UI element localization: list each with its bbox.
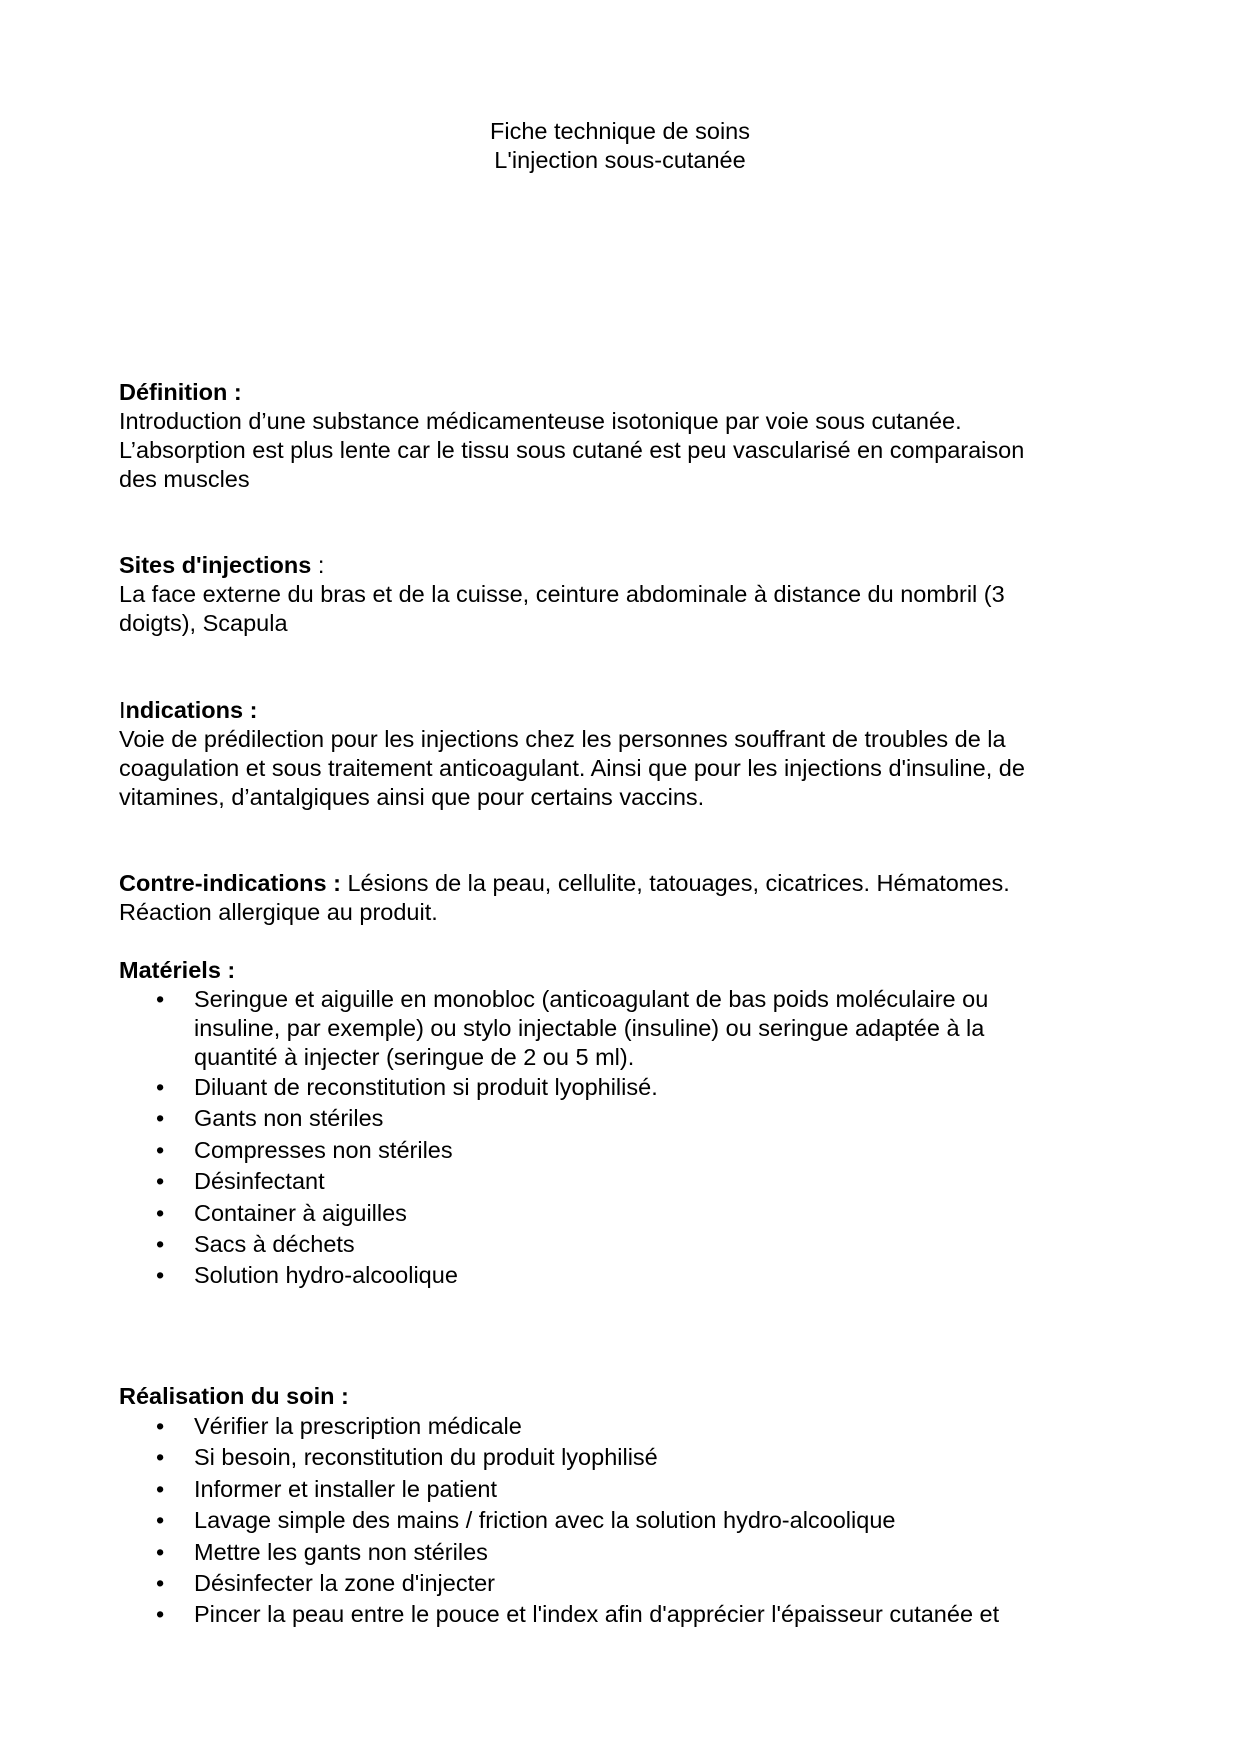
list-item [119,1072,1119,1103]
list-item [119,1599,1119,1630]
bullet-icon: • [156,1475,165,1502]
indications-line: vitamines, d’antalgiques ainsi que pour certains vaccins. [119,784,705,810]
contre-indications-line: Réaction allergique au produit. [119,899,438,925]
bullet-icon: • [156,1074,165,1100]
list-item-text: Pincer la peau entre le pouce et l'index afin d'apprécier l'épaisseur cutanée et [194,1601,1000,1628]
indications-line: Voie de prédilection pour les injections chez les personnes souffrant de troubles de la [119,726,1006,752]
list-item-text: quantité à injecter (seringue de 2 ou 5 ml). [194,1044,635,1070]
bullet-icon: • [156,1168,165,1195]
definition-heading: Définition : [119,379,242,405]
list-item-text: Lavage simple des mains / friction avec la solution hydro-alcoolique [194,1507,896,1534]
bullet-icon: • [156,1538,165,1565]
materiels-list [119,985,1119,1292]
bullet-icon: • [156,1231,165,1258]
bullet-icon: • [156,986,165,1012]
realisation-section [119,1382,1119,1631]
list-item-text: Solution hydro-alcoolique [194,1262,458,1289]
sites-line: doigts), Scapula [119,610,288,636]
definition-line: des muscles [119,466,250,492]
list-item-text: Si besoin, reconstitution du produit lyophilisé [194,1444,658,1471]
list-item-text: insuline, par exemple) ou stylo injectable (insuline) ou seringue adaptée à la [194,1015,985,1041]
indications-section [119,696,1119,812]
bullet-icon: • [156,1199,165,1226]
list-item-text: Désinfectant [194,1168,325,1195]
realisation-heading: Réalisation du soin : [119,1383,349,1409]
bullet-icon: • [156,1136,165,1163]
bullet-icon: • [156,1601,165,1628]
materiels-heading: Matériels : [119,957,236,983]
list-item [119,985,1119,1072]
list-item-text: Gants non stériles [194,1105,384,1132]
indications-heading-initial: I [119,697,126,723]
list-item-text: Container à aiguilles [194,1199,407,1226]
list-item [119,1474,1119,1505]
list-item-text: Vérifier la prescription médicale [194,1413,522,1439]
indications-line: coagulation et sous traitement anticoagulant. Ainsi que pour les injections d'insuline, de [119,755,1025,781]
list-item-text: Compresses non stériles [194,1136,453,1163]
sites-heading-suffix: : [311,552,325,578]
definition-section [119,378,1119,494]
sites-section [119,551,1119,638]
list-item [119,1505,1119,1536]
list-item-text: Diluant de reconstitution si produit lyophilisé. [194,1074,658,1100]
list-item [119,1135,1119,1166]
sites-heading: Sites d'injections [119,552,312,578]
materiels-section [119,956,1119,1292]
definition-line: L’absorption est plus lente car le tissu sous cutané est peu vascularisé en comparaison [119,437,1025,463]
realisation-list [119,1411,1119,1631]
bullet-icon: • [156,1413,165,1439]
list-item-text: Mettre les gants non stériles [194,1538,488,1565]
sites-line: La face externe du bras et de la cuisse, ceinture abdominale à distance du nombril (3 [119,581,1005,607]
bullet-icon: • [156,1570,165,1597]
list-item [119,1166,1119,1197]
list-item [119,1103,1119,1134]
contre-indications-section [119,869,1119,927]
bullet-icon: • [156,1507,165,1534]
definition-line: Introduction d’une substance médicamenteuse isotonique par voie sous cutanée. [119,408,962,434]
bullet-icon: • [156,1105,165,1132]
document-header [0,117,1240,175]
list-item-text: Désinfecter la zone d'injecter [194,1570,496,1597]
list-item-text: Informer et installer le patient [194,1475,498,1502]
contre-indications-line [119,869,1119,898]
indications-heading: ndications : [125,697,258,723]
contre-indications-heading: Contre-indications : [119,870,341,896]
list-item [119,1260,1119,1291]
header-title: Fiche technique de soins [490,118,750,144]
list-item [119,1411,1119,1442]
list-item [119,1442,1119,1473]
bullet-icon: • [156,1262,165,1289]
list-item [119,1198,1119,1229]
sites-heading-line [119,551,1119,580]
contre-indications-text: Lésions de la peau, cellulite, tatouages, cicatrices. Hématomes. [340,870,1010,896]
header-subtitle: L'injection sous-cutanée [494,147,746,173]
list-item [119,1229,1119,1260]
list-item [119,1537,1119,1568]
list-item [119,1568,1119,1599]
list-item-text: Seringue et aiguille en monobloc (anticoagulant de bas poids moléculaire ou [194,986,989,1012]
list-item-text: Sacs à déchets [194,1231,355,1258]
indications-heading-line [119,696,1119,725]
bullet-icon: • [156,1444,165,1471]
